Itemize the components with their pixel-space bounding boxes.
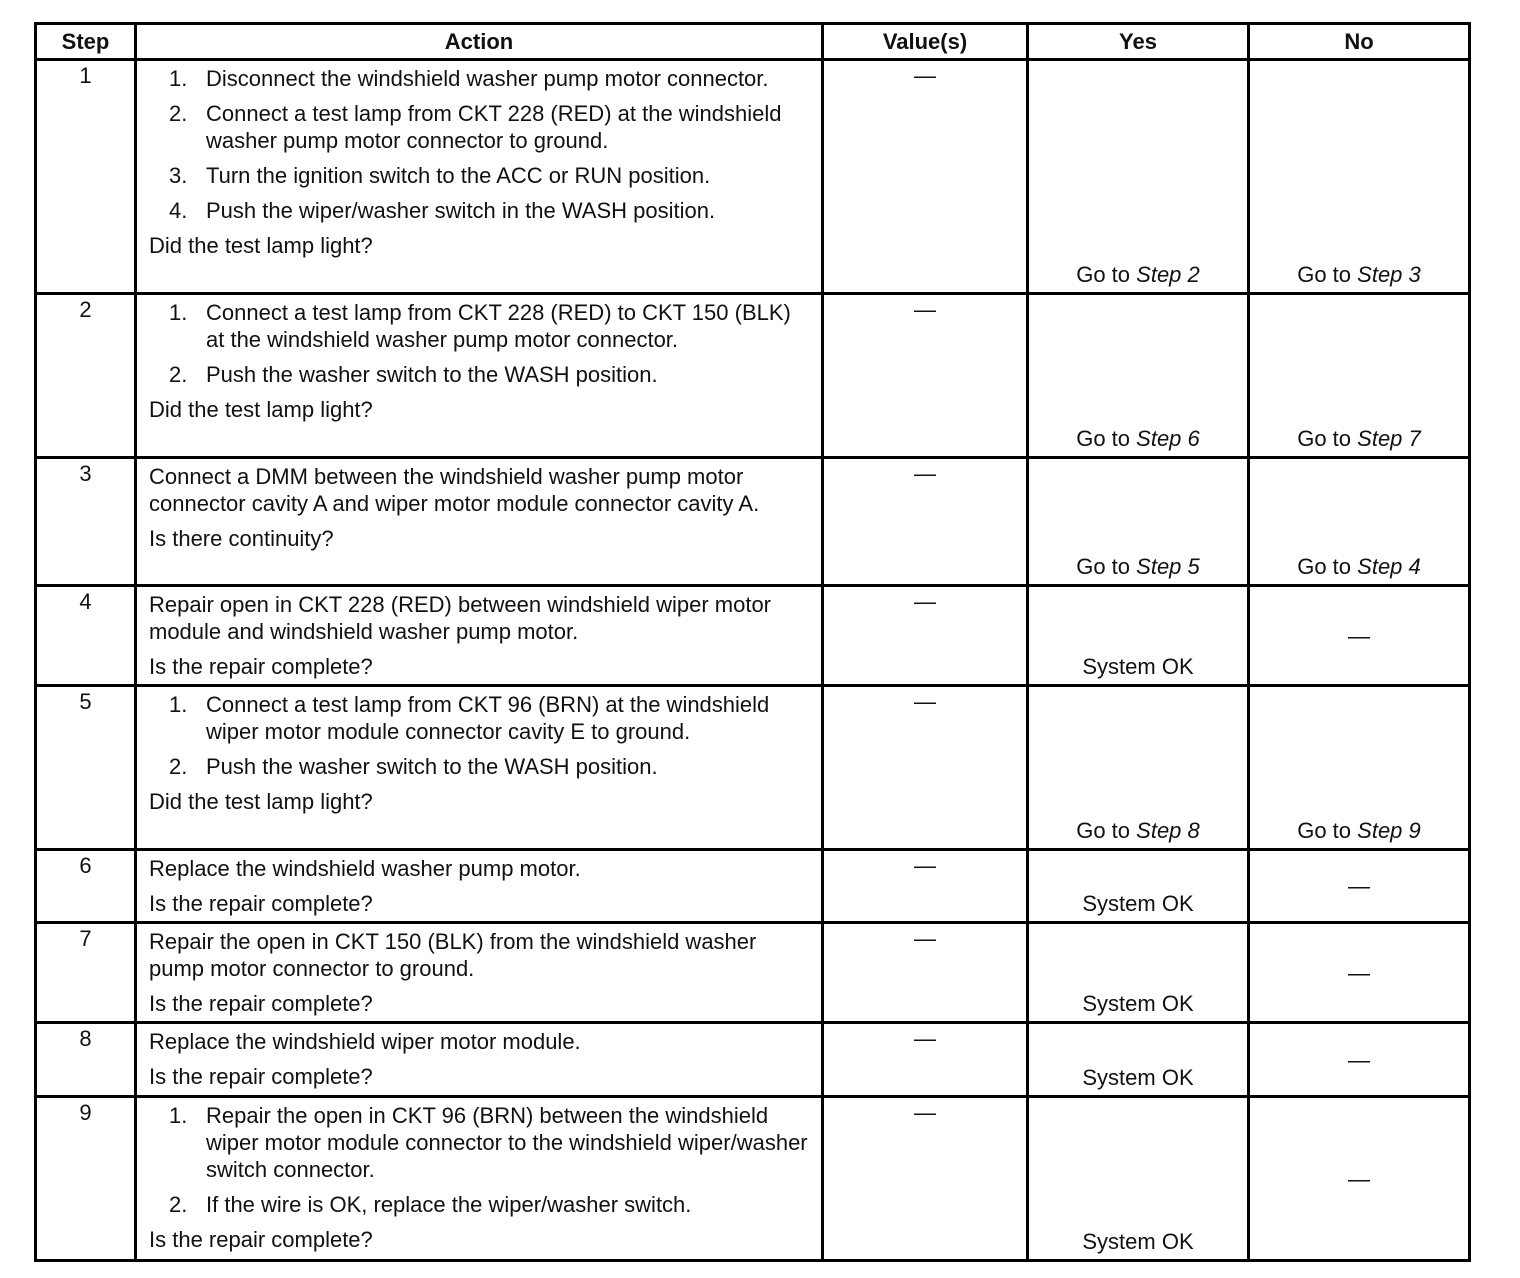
value-cell: — [823,60,1028,294]
table-row [36,294,1470,458]
sub-step-number: 2. [169,101,188,126]
no-dash: — [1348,1166,1370,1191]
sub-step-number: 2. [169,362,188,387]
step-reference: Step 4 [1357,554,1421,579]
sub-step-text: Turn the ignition switch to the ACC or RUN position. [206,163,711,188]
sub-step [149,162,811,189]
action-question: Is there continuity? [149,526,334,551]
step-number: 5 [36,686,136,850]
goto-label: Go to [1297,262,1352,287]
sub-step [149,1102,811,1183]
sub-step-number: 1. [169,1103,188,1128]
yes-result: System OK [1082,1065,1194,1090]
step-reference: Step 2 [1136,262,1200,287]
sub-step-number: 2. [169,754,188,779]
action-cell [136,686,823,850]
no-cell [1249,586,1470,686]
action-cell [136,923,823,1023]
yes-result: System OK [1082,654,1194,679]
yes-cell [1028,586,1249,686]
step-reference: Step 8 [1136,818,1200,843]
no-cell [1249,850,1470,923]
step-number: 6 [36,850,136,923]
sub-step-text: Connect a test lamp from CKT 96 (BRN) at the windshield wiper motor module connector cavity E to ground. [206,692,770,744]
action-question: Is the repair complete? [149,991,373,1016]
value-cell: — [823,586,1028,686]
goto-label: Go to [1076,262,1131,287]
action-text: Replace the windshield wiper motor module. [149,1029,581,1054]
sub-step-number: 3. [169,163,188,188]
table-body [36,60,1470,1261]
yes-cell [1028,850,1249,923]
step-number: 1 [36,60,136,294]
action-question: Did the test lamp light? [149,233,373,258]
yes-cell [1028,458,1249,586]
yes-goto [1029,425,1247,452]
yes-result: System OK [1082,991,1194,1016]
yes-cell [1028,1097,1249,1261]
value-cell: — [823,1097,1028,1261]
no-cell [1249,686,1470,850]
action-text: Replace the windshield washer pump motor. [149,856,581,881]
sub-step-number: 1. [169,300,188,325]
header-no: No [1249,24,1470,60]
value-cell: — [823,686,1028,850]
yes-cell [1028,60,1249,294]
no-cell [1249,1023,1470,1097]
table-row [36,458,1470,586]
action-question: Is the repair complete? [149,1227,373,1252]
sub-step-text: Push the wiper/washer switch in the WASH position. [206,198,716,223]
yes-result: System OK [1082,1229,1194,1254]
no-goto [1250,553,1468,580]
value-cell: — [823,923,1028,1023]
sub-step-list [149,65,811,224]
action-cell [136,60,823,294]
no-dash: — [1348,960,1370,985]
table-row [36,60,1470,294]
action-text: Repair the open in CKT 150 (BLK) from the windshield washer pump motor connector to ground. [149,929,757,981]
step-reference: Step 6 [1136,426,1200,451]
sub-step [149,299,811,353]
action-question: Is the repair complete? [149,654,373,679]
header-values: Value(s) [823,24,1028,60]
table-row [36,850,1470,923]
no-cell [1249,1097,1470,1261]
goto-label: Go to [1297,554,1352,579]
sub-step [149,753,811,780]
step-number: 3 [36,458,136,586]
action-cell [136,294,823,458]
value-cell: — [823,458,1028,586]
sub-step-text: Repair the open in CKT 96 (BRN) between the windshield wiper motor module connector to the windshield wiper/washer switch connector. [206,1103,808,1182]
no-dash: — [1348,873,1370,899]
yes-result: System OK [1082,891,1194,916]
action-cell [136,586,823,686]
sub-step [149,691,811,745]
yes-cell [1028,294,1249,458]
header-yes: Yes [1028,24,1249,60]
step-number: 4 [36,586,136,686]
step-number: 8 [36,1023,136,1097]
action-question: Is the repair complete? [149,1064,373,1089]
no-cell [1249,294,1470,458]
value-cell: — [823,1023,1028,1097]
yes-goto [1029,261,1247,288]
action-text: Connect a DMM between the windshield washer pump motor connector cavity A and wiper motor module connector cavity A. [149,464,760,516]
step-number: 9 [36,1097,136,1261]
sub-step-list [149,691,811,780]
header-row [36,24,1470,60]
diagnostic-table [34,22,1471,1262]
table-row [36,923,1470,1023]
step-reference: Step 3 [1357,262,1421,287]
no-cell [1249,923,1470,1023]
sub-step-text: Connect a test lamp from CKT 228 (RED) at the windshield washer pump motor connector to ground. [206,101,782,153]
goto-label: Go to [1076,426,1131,451]
action-text: Repair open in CKT 228 (RED) between windshield wiper motor module and windshield washer pump motor. [149,592,772,644]
action-question: Did the test lamp light? [149,789,373,814]
header-action: Action [136,24,823,60]
sub-step-text: Push the washer switch to the WASH position. [206,362,658,387]
yes-goto [1029,817,1247,844]
sub-step [149,65,811,92]
yes-cell [1028,1023,1249,1097]
step-reference: Step 7 [1357,426,1421,451]
step-number: 7 [36,923,136,1023]
sub-step-number: 1. [169,692,188,717]
step-reference: Step 5 [1136,554,1200,579]
no-dash: — [1348,1047,1370,1072]
action-question: Did the test lamp light? [149,397,373,422]
table-row [36,686,1470,850]
goto-label: Go to [1076,818,1131,843]
sub-step [149,100,811,154]
table-header [36,24,1470,60]
no-goto [1250,817,1468,844]
action-cell [136,1097,823,1261]
header-step: Step [36,24,136,60]
no-cell [1249,458,1470,586]
table-row [36,1023,1470,1097]
sub-step-text: If the wire is OK, replace the wiper/washer switch. [206,1192,692,1217]
action-question: Is the repair complete? [149,891,373,916]
sub-step [149,197,811,224]
sub-step-list [149,299,811,388]
action-cell [136,1023,823,1097]
step-reference: Step 9 [1357,818,1421,843]
sub-step-text: Push the washer switch to the WASH position. [206,754,658,779]
no-cell [1249,60,1470,294]
sub-step-text: Connect a test lamp from CKT 228 (RED) to CKT 150 (BLK) at the windshield washer pump motor connector. [206,300,791,352]
table-row [36,1097,1470,1261]
sub-step-list [149,1102,811,1218]
yes-cell [1028,923,1249,1023]
no-goto [1250,261,1468,288]
yes-cell [1028,686,1249,850]
sub-step [149,361,811,388]
action-cell [136,850,823,923]
value-cell: — [823,294,1028,458]
goto-label: Go to [1076,554,1131,579]
table-row [36,586,1470,686]
sub-step-number: 4. [169,198,188,223]
sub-step-number: 1. [169,66,188,91]
goto-label: Go to [1297,426,1352,451]
sub-step [149,1191,811,1218]
yes-goto [1029,553,1247,580]
action-cell [136,458,823,586]
sub-step-text: Disconnect the windshield washer pump motor connector. [206,66,769,91]
no-dash: — [1348,623,1370,648]
no-goto [1250,425,1468,452]
value-cell: — [823,850,1028,923]
step-number: 2 [36,294,136,458]
goto-label: Go to [1297,818,1352,843]
sub-step-number: 2. [169,1192,188,1217]
